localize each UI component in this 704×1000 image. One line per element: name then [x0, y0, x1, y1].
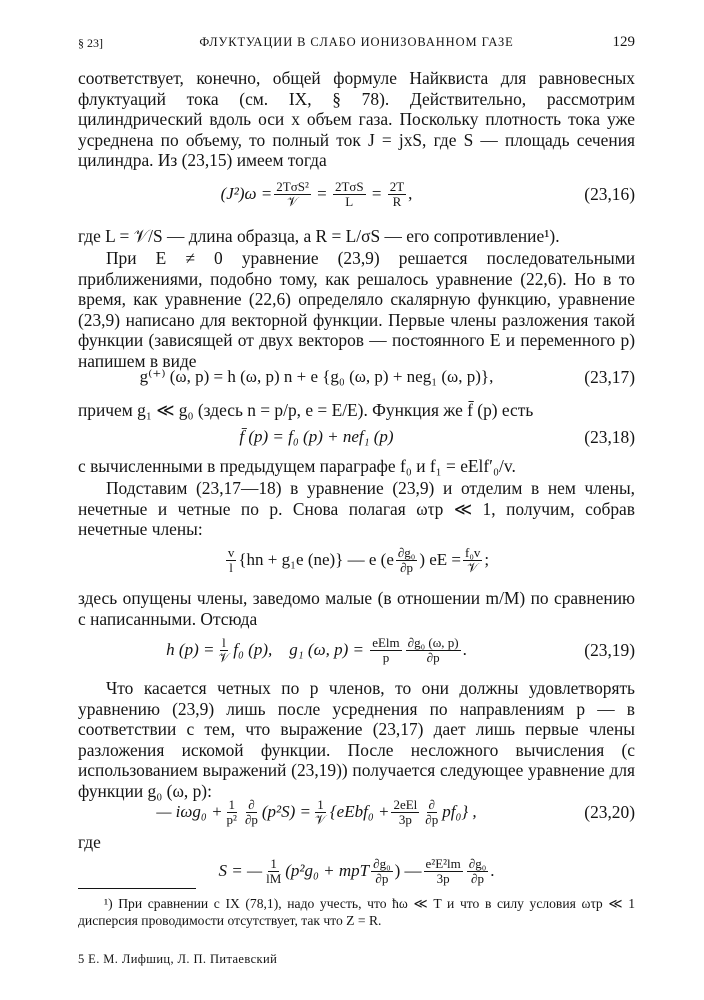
equation-23-18: f̄ (p) = f₀ (p) + nef₁ (p) (23,18) [78, 422, 635, 452]
where-label: где [78, 832, 101, 852]
equation-number: (23,16) [584, 183, 635, 204]
fraction: $\frac{1}{\text{𝒱}}$ [315, 796, 326, 827]
fraction: $\frac{\text{e²E²lm}}{3p}$ [425, 855, 461, 886]
equation-odd-terms: $\frac{v}{l}$ {hn + g₁e (ne)} — e (e $\frac{\text{∂g₀}}{\partial p}$ ) eE = $\frac{\text{f₀v}}{\text{𝒱}}$ ; [227, 544, 490, 575]
paragraph-2: где L = 𝒱/S — длина образца, а R = L/σS — его сопротивление¹). [78, 226, 560, 246]
section-ref: § 23] [78, 36, 103, 50]
running-title: ФЛУКТУАЦИИ В СЛАБО ИОНИЗОВАННОМ ГАЗЕ [199, 35, 514, 49]
equation-number: (23,18) [584, 426, 635, 447]
paragraph-6: Подставим (23,17—18) в уравнение (23,9) и отделим в нем члены, нечетные и четные по p. Снова полагая ωτp ≪ 1, получим, собрав нечетные члены: [78, 478, 635, 540]
fraction: $\frac{\text{2eEl}}{3p}$ [393, 796, 418, 827]
fraction: $\frac{l}{\text{𝒱}}$ [218, 634, 230, 665]
equation-number: (23,17) [584, 366, 635, 387]
footnote: ¹) При сравнении с IX (78,1), надо учесть, что ħω ≪ T и что в силу условия ωτp ≪ 1 дисперсия проводимости отсутствует, так что Z = R. [78, 896, 635, 928]
fraction: $\frac{\text{f₀v}}{\text{𝒱}}$ [465, 544, 481, 575]
fraction: $\frac{\text{eElm}}{p}$ [372, 634, 400, 665]
fraction: $\frac{\partial}{\partial p}$ [244, 796, 258, 827]
fraction: $\frac{\text{∂g₀ (ω, p)}}{\partial p}$ [407, 634, 459, 665]
page-number: 129 [612, 34, 635, 50]
paragraph-7: здесь опущены члены, заведомо малые (в отношении m/M) по сравнению с написанными. Отсюда [78, 588, 635, 629]
paragraph-3: При E ≠ 0 уравнение (23,9) решается последовательными приближениями, подобно тому, как решалось уравнение (22,6). Но в то время, как уравнение (22,6) определяло скалярную функцию, уравнение (23,9) написано для векторной функции. Первые члены разложения такой функции (зависящей от двух векторов — постоянного E и переменного p) напишем в виде [78, 248, 635, 371]
paragraph-1: соответствует, конечно, общей формуле Найквиста для равновесных флуктуаций тока (см. IX, § 78). Действительно, рассмотрим цилиндрический вдоль оси x объем газа. Поскольку плотность тока уже усреднена по объему, то полный ток J = jxS, где S — площадь сечения цилиндра. Из (23,15) имеем тогда [78, 68, 635, 171]
equation-number: (23,19) [584, 639, 635, 660]
paragraph-5: с вычисленными в предыдущем параграфе f₀ и f₁ = eElf′₀/v. [78, 456, 516, 476]
fraction: $\frac{1}{lM}$ [266, 855, 282, 886]
fraction: $\frac{\text{2TσS²}}{\text{𝒱}}$ [276, 178, 309, 209]
equation-23-19: h (p) = $\frac{l}{\text{𝒱}}$ f₀ (p), g₁ (ω, p) = $\frac{\text{eElm}}{p}$ $\frac{\text{∂g₀ (ω, p)}}{\partial p}$ . (23,19) [78, 628, 635, 672]
running-header [78, 30, 635, 56]
equation-23-16: (J²)ω = $\frac{\text{2TσS²}}{\text{𝒱}}$ = $\frac{\text{2TσS}}{L}$ = $\frac{2T}{R}$ , (23,16) [78, 172, 635, 216]
equation-23-17: g⁽⁺⁾ (ω, p) = h (ω, p) n + e {g₀ (ω, p) + neg₁ (ω, p)}, (23,17) [78, 360, 635, 394]
fraction: $\frac{\partial}{\partial p}$ [425, 796, 439, 827]
fraction: $\frac{2T}{R}$ [389, 178, 405, 209]
fraction: $\frac{\text{∂g₀}}{\partial p}$ [468, 855, 487, 886]
paragraph-8: Что касается четных по p членов, то они должны удовлетворять уравнению (23,9) лишь после усреднения по направлениям p — в соответствии с тем, что выражение (23,17) дает лишь первые члены разложения искомой функции. После несложного вычисления (с использованием выражений (23,19)) получается следующее уравнение для функции g₀ (ω, p): [78, 678, 635, 801]
fraction: $\frac{\text{2TσS}}{L}$ [334, 178, 364, 209]
equation-number: (23,20) [584, 801, 635, 822]
fraction: $\frac{1}{\text{p²}}$ [226, 796, 237, 827]
paragraph-4: причем g₁ ≪ g₀ (здесь n = p/p, e = E/E). Функция же f̄ (p) есть [78, 400, 534, 420]
fraction: $\frac{v}{l}$ [227, 544, 235, 575]
equation-23-20: — iωg₀ + $\frac{1}{\text{p²}}$ $\frac{\partial}{\partial p}$ (p²S) = $\frac{1}{\text{𝒱}}$ {eEbf₀ + $\frac{\text{2eEl}}{3p}$ $\frac{\partial}{\partial p}$ pf₀} , (23,20) [78, 790, 635, 834]
fraction: $\frac{\text{∂g₀}}{\partial p}$ [397, 544, 416, 575]
footnote-divider [78, 888, 196, 889]
fraction: $\frac{\text{∂g₀}}{\partial p}$ [373, 855, 391, 886]
equation-S-definition: S = — $\frac{1}{lM}$ (p²g₀ + mpT $\frac{\text{∂g₀}}{\partial p}$ ) — $\frac{\text{e²E²lm}}{3p}$ $\frac{\text{∂g₀}}{\partial p}$ . [218, 855, 495, 886]
signature-line: 5 Е. М. Лифшиц, Л. П. Питаевский [78, 952, 278, 966]
